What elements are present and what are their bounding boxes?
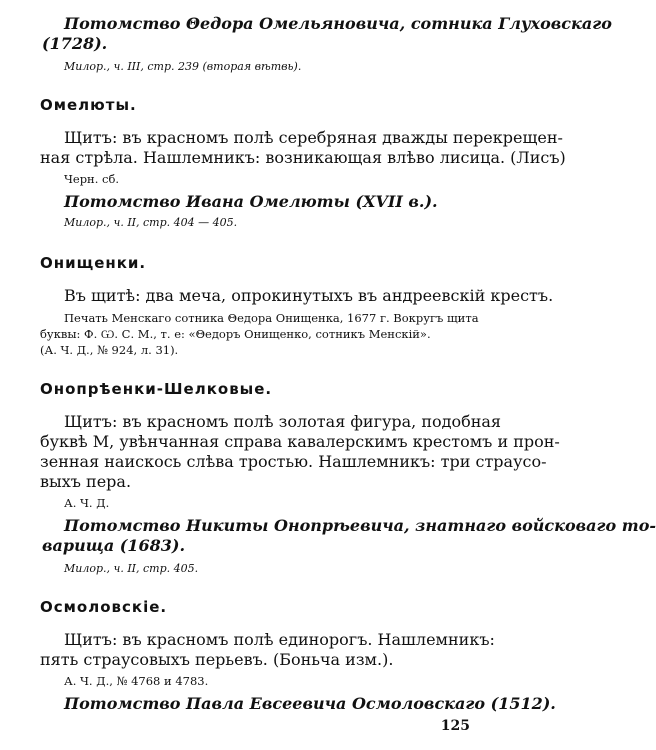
blazon-text: зенная наискось слѣва тростью. Нашлемникъ: три страусо- [40, 452, 547, 471]
seal-note: Печать Менскаго сотника Θедора Онищенка, 1677 г. Вокругъ щита [64, 311, 479, 325]
lineage-line: Потомство Павла Евсеевича Осмоловскаго (1512). [64, 694, 556, 713]
blazon-text: Щитъ: въ красномъ полѣ золотая фигура, подобная [64, 412, 502, 431]
lineage-line: Потомство Никиты Онопрѣевича, знатнаго войсковаго то- [64, 516, 656, 535]
page-number: 125 [440, 718, 470, 734]
blazon-text: Щитъ: въ красномъ полѣ единорогъ. Нашлемникъ: [64, 630, 495, 649]
source-note: А. Ч. Д., № 4768 и 4783. [64, 674, 209, 688]
entry-heading: Онопрѣенки-Шелковые. [40, 380, 273, 398]
blazon-text: Щитъ: въ красномъ полѣ серебряная дважды перекрещен- [64, 128, 563, 147]
lineage-line: Потомство Ивана Омелюты (XVII в.). [64, 192, 438, 211]
lineage-line: (1728). [42, 34, 108, 53]
blazon-text: буквѣ М, увѣнчанная справа кавалерскимъ крестомъ и прон- [40, 432, 560, 451]
reference-note: Милор., ч. II, стр. 404 — 405. [64, 216, 238, 229]
source-note: А. Ч. Д. [64, 496, 110, 510]
source-note: Черн. сб. [64, 172, 120, 186]
lineage-line: варища (1683). [42, 536, 186, 555]
blazon-text: Въ щитѣ: два меча, опрокинутыхъ въ андреевскій крестъ. [64, 286, 554, 305]
reference-note: Милор., ч. III, стр. 239 (вторая вѣтвь). [64, 60, 302, 73]
entry-heading: Осмоловскіе. [40, 598, 168, 616]
entry-heading: Онищенки. [40, 254, 147, 272]
blazon-text: ная стрѣла. Нашлемникъ: возникающая влѣво лисица. (Лисъ) [40, 148, 566, 167]
blazon-text: пять страусовыхъ перьевъ. (Боньча изм.). [40, 650, 394, 669]
blazon-text: выхъ пера. [40, 472, 132, 491]
entry-heading: Омелюты. [40, 96, 137, 114]
seal-note: (А. Ч. Д., № 924, л. 31). [40, 343, 179, 357]
lineage-line: Потомство Θедора Омельяновича, сотника Глуховскаго [64, 14, 612, 33]
reference-note: Милор., ч. II, стр. 405. [64, 562, 199, 575]
seal-note: буквы: Ф. Ѡ. С. М., т. е: «Θедоръ Онищенко, сотникъ Менскій». [40, 327, 431, 341]
